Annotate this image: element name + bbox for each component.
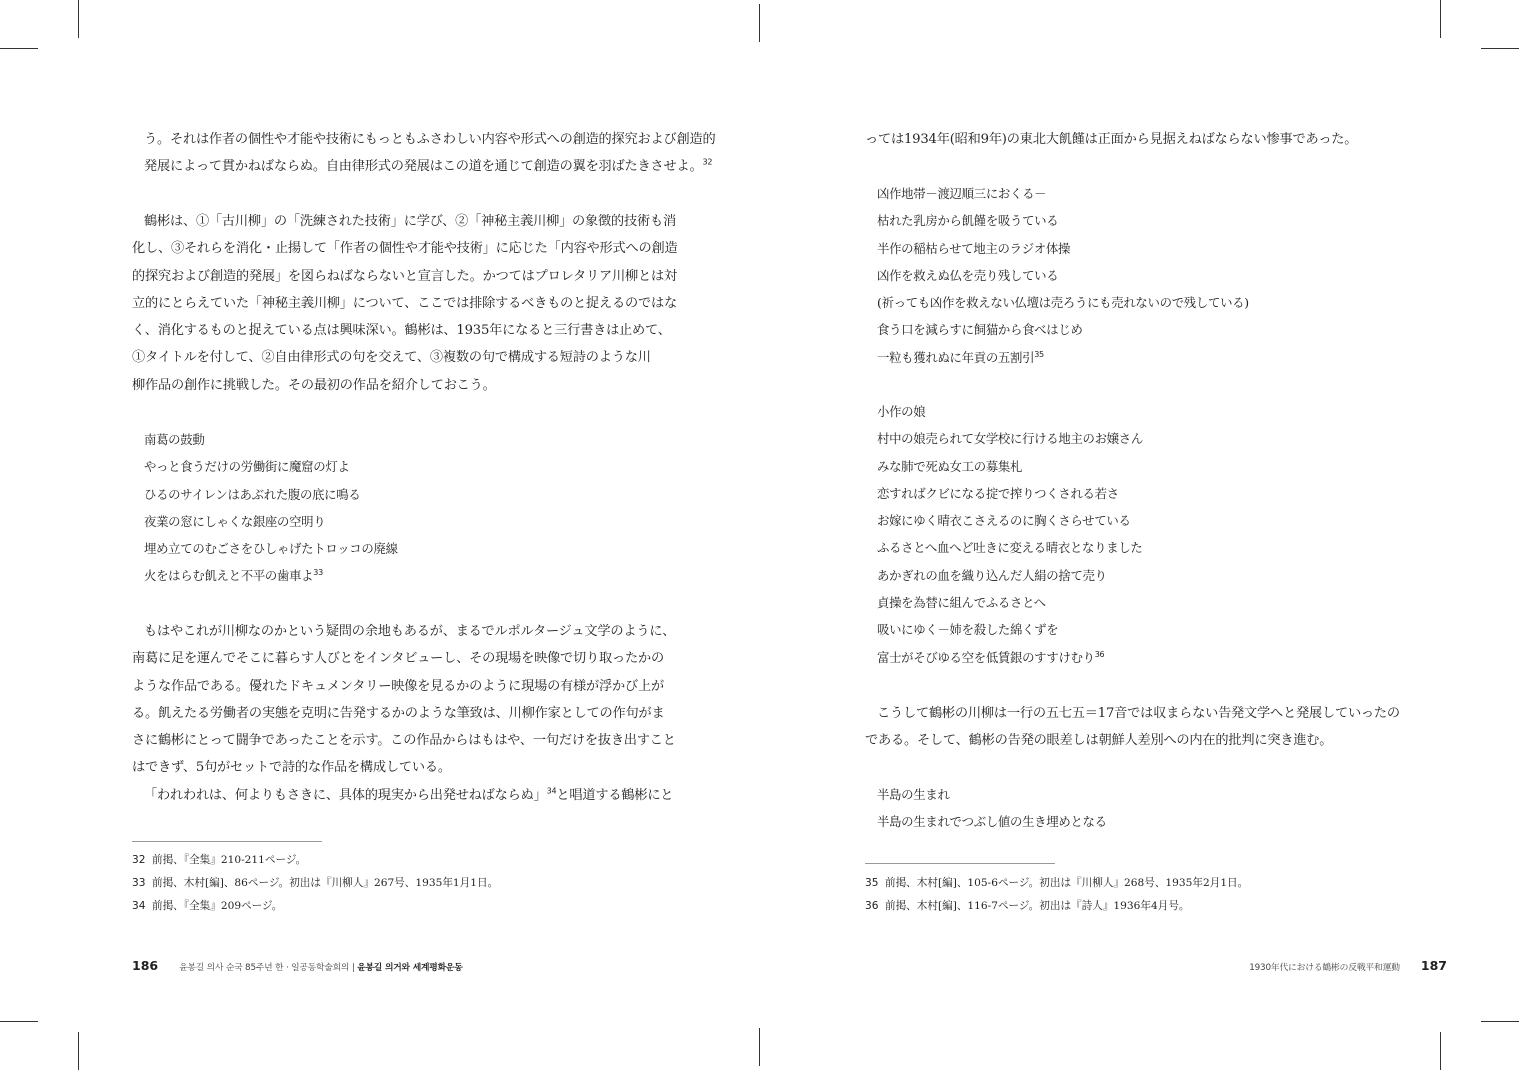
footnote-text: 前掲、木村[編]、105-6ページ。初出は『川柳人』268号、1935年2月1日。 <box>885 877 1249 889</box>
crop-mark <box>1481 48 1519 49</box>
footnote-ref[interactable]: 36 <box>1094 649 1105 659</box>
gutter-mark <box>759 4 760 42</box>
crop-mark <box>78 1032 79 1070</box>
text-line: ①タイトルを付して、②自由律形式の句を交えて、③複数の句で構成する短詩のような川 <box>132 350 651 366</box>
text-line: ような作品である。優れたドキュメンタリー映像を見るかのように現場の有様が浮かび上が <box>132 678 664 694</box>
crop-mark <box>0 1021 38 1022</box>
text-line: である。そして、鶴彬の告発の眼差しは朝鮮人差別への内在的批判に突き進む。 <box>865 733 1333 749</box>
verse-line <box>132 562 660 589</box>
footnote-number: 32 <box>132 854 146 866</box>
intro-lines <box>132 126 716 181</box>
verse-line <box>132 535 660 562</box>
line-text: 埋め立てのむごさをひしゃげたトロッコの廃線 <box>144 541 398 557</box>
verse-line <box>865 344 1393 371</box>
text-line: はできず、5句がセットで詩的な作品を構成している。 <box>132 760 451 776</box>
footnote <box>132 895 660 918</box>
line-text: ふるさとへ血へど吐きに変える晴衣となりました <box>877 540 1143 556</box>
gutter-mark <box>759 1028 760 1066</box>
line-text: 凶作を救えぬ仏を売り残している <box>877 267 1059 283</box>
text-line: こうして鶴彬の川柳は一行の五七五＝17音では収まらない告発文学へと発展していったの <box>877 706 1400 721</box>
verse-block <box>132 426 660 590</box>
footnote <box>865 872 1393 895</box>
text-line <box>132 126 716 153</box>
footnote-number: 36 <box>865 900 879 912</box>
verse-line <box>132 453 660 480</box>
line-text: 半島の生まれ <box>877 787 950 802</box>
line-text: ひるのサイレンはあぶれた腹の底に鳴る <box>144 486 361 502</box>
line-text: やっと食うだけの労働街に魔窟の灯よ <box>144 459 350 475</box>
text-line: 的探究および創造的発展」を図らねばならないと宣言した。かつてはプロレタリア川柳とは対 <box>132 268 677 284</box>
line-text: みな肺で死ぬ女工の募集札 <box>877 458 1023 474</box>
verse-line <box>865 289 1393 316</box>
footnote-ref[interactable]: 34 <box>546 786 557 796</box>
text-line: 柳作品の創作に挑戦した。その最初の作品を紹介しておこう。 <box>132 377 496 393</box>
text-line: もはやこれが川柳なのかという疑問の余地もあるが、まるでルポルタージュ文学のように、 <box>144 624 676 639</box>
page-number: 186 <box>132 958 159 973</box>
verse-title <box>865 398 1393 425</box>
line-text: 半作の稲枯らせて地主のラジオ体操 <box>877 240 1071 256</box>
crop-mark <box>78 0 79 38</box>
footnote-number: 35 <box>865 877 879 889</box>
paragraph <box>132 208 678 399</box>
right-page <box>865 0 1447 1070</box>
running-title: 1930年代における鶴彬の反戦平和運動 <box>1249 963 1400 973</box>
verse-block <box>865 180 1393 371</box>
line-text: 半島の生まれでつぶし値の生き埋めとなる <box>877 814 1107 830</box>
verse-line <box>865 262 1393 289</box>
verse-line <box>865 808 1393 835</box>
text-line <box>132 153 713 180</box>
verse-title <box>865 781 1393 808</box>
line-text: (祈っても凶作を救えない仏壇は売ろうにも売れないので残している) <box>877 295 1249 311</box>
line-text: あかぎれの血を織り込んだ人絹の捨て売り <box>877 567 1107 583</box>
verse-line <box>865 480 1393 507</box>
text-line: 立的にとらえていた「神秘主義川柳」について、ここでは排除するべきものと捉えるのではな <box>132 295 677 311</box>
running-title-emphasis: 윤봉길 의거와 세계평화운동 <box>357 963 463 973</box>
line-text: 「われわれは、何よりもさきに、具体的現実から出発せねばならぬ」 <box>144 787 547 803</box>
crop-mark <box>1440 0 1441 38</box>
footnote-ref[interactable]: 33 <box>313 568 323 578</box>
footnote-text: 前掲、木村[編]、116-7ページ。初出は『詩人』1936年4月号。 <box>885 900 1190 912</box>
line-text: 南葛の鼓動 <box>144 432 205 447</box>
verse-title <box>132 426 660 453</box>
line-text: 凶作地帯－渡辺順三におくる－ <box>877 186 1047 201</box>
left-page <box>132 0 716 1070</box>
line-text: と唱道する鶴彬にと <box>556 787 674 803</box>
line-text: 夜業の窓にしゃくな銀座の空明り <box>144 513 326 529</box>
footnote-rule <box>132 841 322 842</box>
footnote-text: 前掲、木村[編]、86ページ。初出は『川柳人』267号、1935年1月1日。 <box>152 877 499 889</box>
verse-block <box>865 398 1393 671</box>
footnote <box>132 849 660 872</box>
footnote-number: 34 <box>132 900 146 912</box>
footnote-text: 前掲、『全集』209ページ。 <box>152 900 283 912</box>
page-number: 187 <box>1420 958 1447 973</box>
verse-line <box>865 562 1393 589</box>
text-line: 南葛に足を運んでそこに暮らす人びとをインタビューし、その現場を映像で切り取ったかの <box>132 651 664 667</box>
footnotes <box>132 849 660 918</box>
verse-title <box>865 180 1393 207</box>
verse-line <box>865 616 1393 643</box>
footnote-ref[interactable]: 35 <box>1034 349 1044 359</box>
paragraph <box>132 618 676 809</box>
footnote-number: 33 <box>132 877 146 889</box>
line-text: う。それは作者の個性や才能や技術にもっともふさわしい内容や形式への創造的探究および創造的 <box>144 132 716 147</box>
verse-line <box>865 534 1393 561</box>
crop-mark <box>0 48 38 49</box>
verse-line <box>865 235 1393 262</box>
verse-line <box>865 507 1393 534</box>
footnote-ref[interactable]: 32 <box>702 157 713 167</box>
verse-line <box>865 425 1393 452</box>
line-text: 小作の娘 <box>877 404 926 419</box>
page-footer <box>1249 955 1447 974</box>
footnotes <box>865 872 1393 918</box>
line-text: 一粒も獲れぬに年貢の五割引 <box>877 349 1035 365</box>
line-text: 富士がそびゆる空を低賃銀のすすけむり <box>877 649 1095 665</box>
line-text: お嫁にゆく晴衣こさえるのに胸くさらせている <box>877 513 1131 529</box>
verse-line <box>865 453 1393 480</box>
footnote <box>865 895 1393 918</box>
line-text: 発展によって貫かねばならぬ。自由律形式の発展はこの道を通じて創造の翼を羽ばたきさせよ。 <box>144 159 703 175</box>
verse-line <box>865 207 1393 234</box>
verse-line <box>132 508 660 535</box>
paragraph <box>865 700 1400 755</box>
line-text: 枯れた乳房から飢饉を吸うている <box>877 213 1059 229</box>
footnote-rule <box>865 863 1055 864</box>
running-title <box>179 963 462 973</box>
text-line: る。飢えたる労働者の実態を克明に告発するかのような筆致は、川柳作家としての作句がま <box>132 705 665 721</box>
verse-line <box>132 481 660 508</box>
text-line: く、消化するものと捉えている点は興味深い。鶴彬は、1935年になると三行書きは止めて、 <box>132 323 671 339</box>
text-line: さに鶴彬にとって闘争であったことを示す。この作品からはもはや、一句だけを抜き出すこと <box>132 733 676 749</box>
text-line <box>132 782 674 809</box>
footnote <box>132 872 660 895</box>
line-text: 吸いにゆく－姉を殺した綿くずを <box>877 622 1059 638</box>
line-text: 火をはらむ飢えと不平の歯車よ <box>144 568 314 584</box>
line-text: 村中の娘売られて女学校に行ける地主のお嬢さん <box>877 431 1143 447</box>
running-title-text: 윤봉길 의사 순국 85주년 한 · 일공동학술회의 | <box>179 963 358 973</box>
line-text: 食う口を減らすに飼猫から食べはじめ <box>877 322 1083 338</box>
footnote-text: 前掲、『全集』210-211ページ。 <box>152 854 307 866</box>
verse-block <box>865 781 1393 836</box>
verse-line <box>865 589 1393 616</box>
page-footer <box>132 955 463 974</box>
crop-mark <box>1440 1032 1441 1070</box>
line-text: 貞操を為替に組んでふるさとへ <box>877 595 1046 611</box>
crop-mark <box>1481 1021 1519 1022</box>
text-line: 化し、③それらを消化・止揚して「作者の個性や才能や技術」に応じた「内容や形式への創造 <box>132 241 678 257</box>
text-line: 鶴彬は、①「古川柳」の「洗練された技術」に学び、②「神秘主義川柳」の象徴的技術も消 <box>144 214 676 229</box>
verse-line <box>865 316 1393 343</box>
text-line: っては1934年(昭和9年)の東北大飢饉は正面から見据えねばならない惨事であった。 <box>865 132 1358 147</box>
intro-lines <box>865 126 1393 153</box>
line-text: 恋すればクビになる掟で搾りつくされる若さ <box>877 485 1119 501</box>
verse-line <box>865 644 1393 671</box>
